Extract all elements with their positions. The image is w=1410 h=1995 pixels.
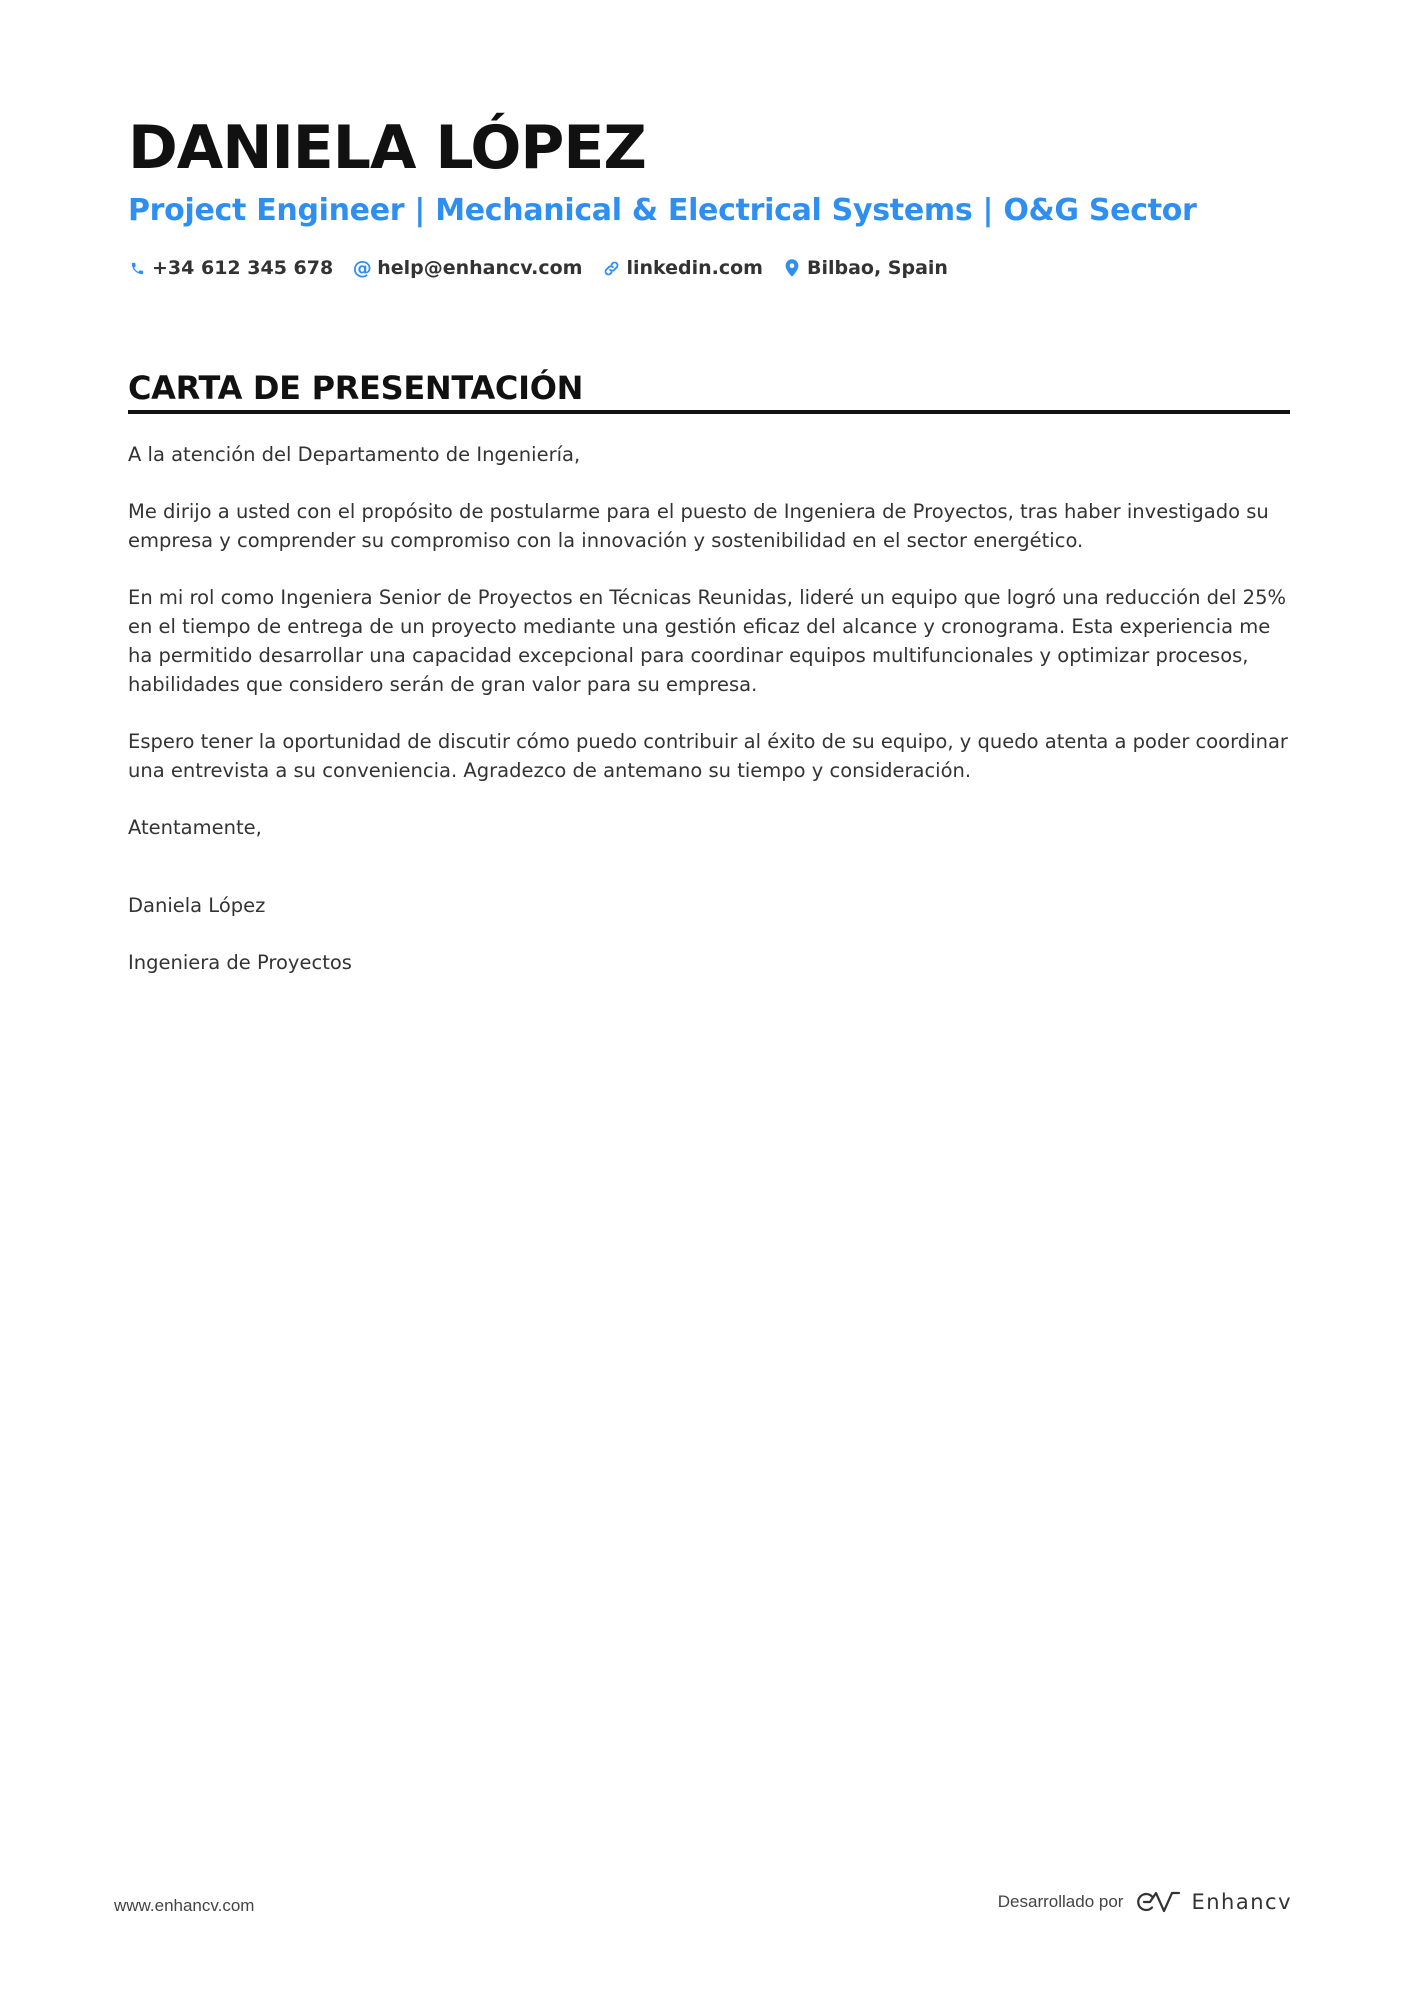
letter-paragraph: Espero tener la oportunidad de discutir cómo puedo contribuir al éxito de su equipo, y quedo atenta a poder coordinar una entrevista a su conveniencia. Agradezco de antemano su tiempo y consideración. bbox=[128, 730, 1288, 782]
contact-bar bbox=[128, 253, 968, 283]
powered-by-label: Desarrollado por bbox=[997, 1892, 1124, 1911]
location-text: Bilbao, Spain bbox=[806, 257, 948, 279]
letter-closing: Atentamente, bbox=[128, 816, 262, 839]
phone-icon bbox=[128, 259, 146, 277]
letter-paragraph: En mi rol como Ingeniera Senior de Proyectos en Técnicas Reunidas, lideré un equipo que logró una reducción del 25% en el tiempo de entrega de un proyecto mediante una gestión eficaz del alcance y cronograma. Esta experiencia me ha permitido desarrollar una capacidad excepcional para coordinar equipos multifuncionales y optimizar procesos, habilidades que considero serán de gran valor para su empresa. bbox=[128, 586, 1287, 696]
brand-name: Enhancv bbox=[1191, 1890, 1292, 1914]
contact-linkedin[interactable] bbox=[602, 257, 763, 279]
footer-branding bbox=[998, 1882, 1292, 1922]
contact-location bbox=[783, 257, 948, 279]
linkedin-text[interactable]: linkedin.com bbox=[626, 257, 763, 279]
signature-name: Daniela López bbox=[128, 894, 266, 917]
contact-phone bbox=[128, 257, 333, 279]
phone-text: +34 612 345 678 bbox=[152, 257, 334, 279]
letter-salutation: A la atención del Departamento de Ingeniería, bbox=[128, 443, 581, 466]
at-icon: @ bbox=[352, 257, 372, 279]
email-text[interactable]: help@enhancv.com bbox=[377, 257, 583, 279]
signature-title: Ingeniera de Proyectos bbox=[128, 951, 352, 974]
location-pin-icon bbox=[783, 259, 801, 277]
candidate-headline: Project Engineer | Mechanical & Electrical Systems | O&G Sector bbox=[128, 193, 1197, 228]
link-icon bbox=[602, 259, 620, 277]
section-title: CARTA DE PRESENTACIÓN bbox=[128, 369, 584, 407]
contact-email[interactable] bbox=[353, 257, 582, 279]
candidate-name: DANIELA LÓPEZ bbox=[128, 113, 646, 183]
letter-body bbox=[128, 440, 1293, 1005]
enhancv-logo-icon bbox=[1135, 1890, 1181, 1914]
section-divider bbox=[128, 410, 1290, 414]
letter-paragraph: Me dirijo a usted con el propósito de postularme para el puesto de Ingeniera de Proyectos, tras haber investigado su empresa y comprender su compromiso con la innovación y sostenibilidad en el sector energético. bbox=[128, 500, 1269, 552]
footer-website-link[interactable]: www.enhancv.com bbox=[114, 1896, 255, 1915]
